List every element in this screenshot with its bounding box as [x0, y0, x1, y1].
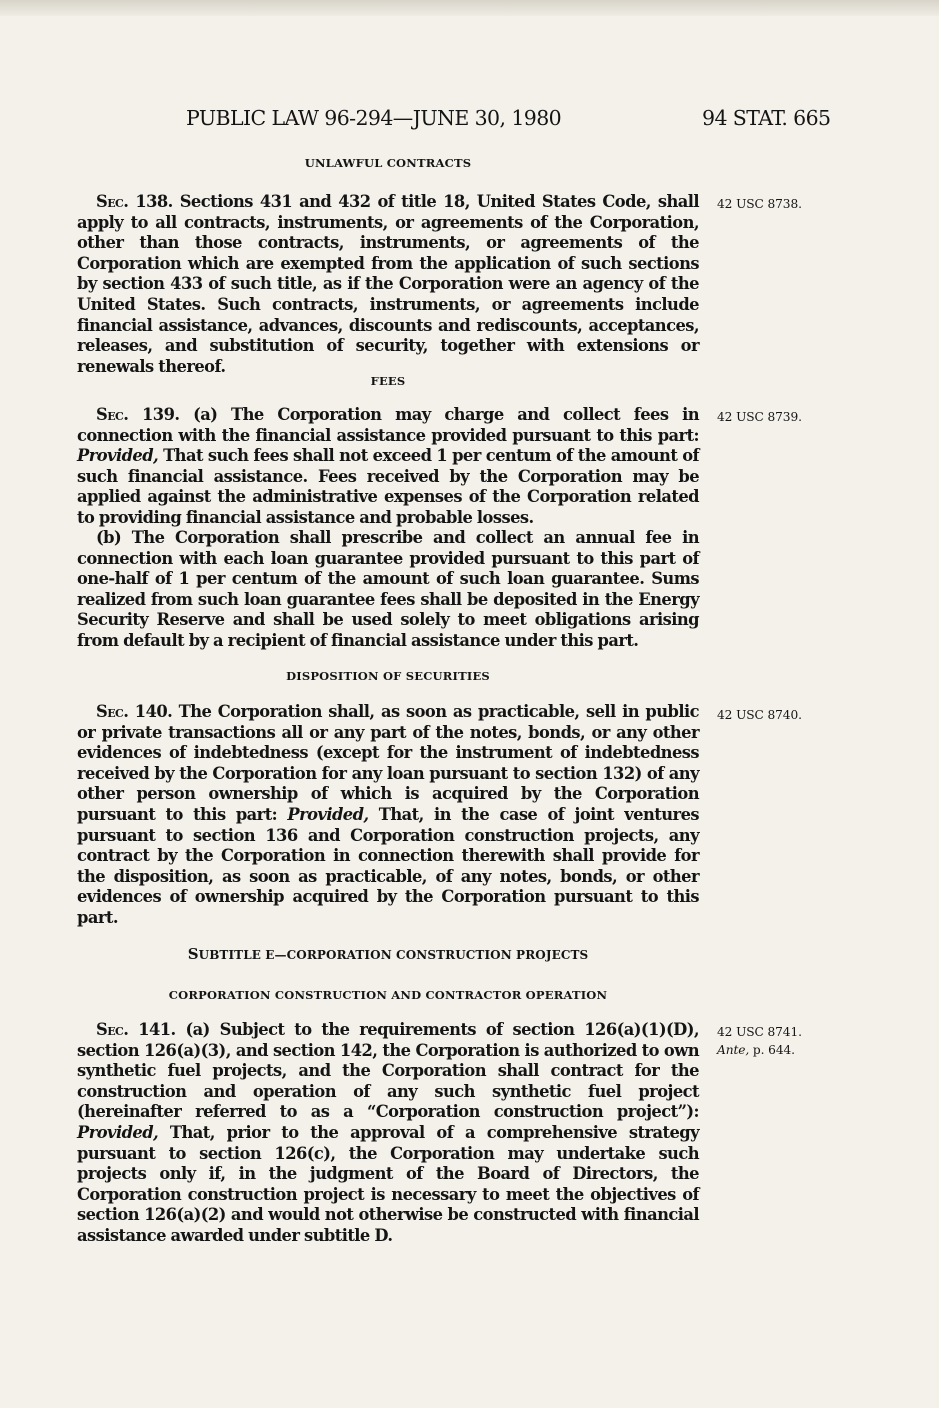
section-body: That such fees shall not exceed 1 per centum of the amount of such financial assistance. Fees received by the Corporation may be applied against the administrative expenses of the Corporation related to providing financial assistance and probable losses. — [77, 446, 699, 527]
section-heading: UNLAWFUL CONTRACTS — [304, 156, 472, 170]
provided-italic: Provided, — [77, 446, 159, 466]
subtitle-heading — [77, 945, 699, 963]
section-body: 138. Sections 431 and 432 of title 18, United States Code, shall apply to all contracts, instruments, or agreements of the Corporation, other than those contracts, instruments, or agreements of the Corporation which are exempted from the application of such sections by section 433 of such title, as if the Corporation were an agency of the United States. Such contracts, instruments, or agreements include financial assistance, advances, discounts and rediscounts, acceptances, releases, and substitution of security, together with extensions or renewals thereof. — [77, 192, 699, 376]
ante-italic: Ante, — [717, 1043, 750, 1057]
sec-label: Sec. — [96, 192, 129, 211]
margin-citation: 42 USC 8740. — [717, 708, 802, 722]
section-body: 139. (a) The Corporation may charge and collect fees in connection with the financial assistance provided pursuant to this part: — [77, 405, 699, 445]
sec-label: Sec. — [96, 1020, 129, 1039]
section-140-text — [77, 702, 699, 929]
subtitle-part: ROJECTS — [525, 948, 589, 962]
subtitle-part: S — [187, 945, 199, 963]
margin-citation: 42 USC 8739. — [717, 410, 802, 424]
section-body: That, in the case of joint ventures pursuant to section 136 and Corporation construction projects, any contract by the Corporation in connection therewith shall provide for the disposition, as soon as practicable, of any notes, bonds, or other evidences of ownership acquired by the Corporation pursuant to this part. — [77, 804, 699, 927]
section-heading: FEES — [370, 374, 406, 388]
margin-citation-ante — [717, 1042, 795, 1058]
margin-citation: 42 USC 8738. — [717, 197, 802, 211]
margin-citation: 42 USC 8741. — [717, 1025, 802, 1039]
sec-label: Sec. — [96, 702, 129, 721]
section-heading: CORPORATION CONSTRUCTION AND CONTRACTOR OPERATION — [168, 988, 608, 1002]
subtitle-part: UBTITLE E—C — [198, 948, 297, 962]
subtitle-part: ONSTRUCTION P — [405, 948, 526, 962]
section-138-text — [77, 192, 699, 377]
provided-italic: Provided, — [77, 1122, 159, 1142]
section-body: That, prior to the approval of a comprehensive strategy pursuant to section 126(c), the Corporation may undertake such projects only if, in the judgment of the Board of Directors, the Corporation construction project is necessary to meet the objectives of section 126(a)(2) and would not otherwise be constructed with financial assistance awarded under subtitle D. — [77, 1122, 699, 1245]
section-139b-text: (b) The Corporation shall prescribe and collect an annual fee in connection with each loan guarantee provided pursuant to this part of one-half of 1 per centum of the amount of such loan guarantee. Sums realized from such loan guarantee fees shall be deposited in the Energy Security Reserve and shall be used solely to meet obligations arising from default by a recipient of financial assistance under this part. — [77, 528, 699, 650]
scan-edge — [0, 0, 939, 16]
section-heading: DISPOSITION OF SECURITIES — [286, 669, 490, 683]
ante-page: p. 644. — [749, 1043, 795, 1057]
section-body: 141. (a) Subject to the requirements of section 126(a)(1)(D), section 126(a)(3), and section 142, the Corporation is authorized to own synthetic fuel projects, and the Corporation shall contract for the construction and operation of any such synthetic fuel project (hereinafter referred to as a “Corporation construction project”): — [77, 1020, 699, 1122]
provided-italic: Provided, — [287, 804, 369, 824]
sec-label: Sec. — [96, 405, 129, 424]
page-header-title: PUBLIC LAW 96-294—JUNE 30, 1980 — [186, 106, 562, 130]
section-141-text — [77, 1020, 699, 1247]
section-139a-text — [77, 405, 699, 529]
subtitle-part: ORPORATION C — [296, 948, 406, 962]
section-body: 140. The Corporation shall, as soon as practicable, sell in public or private transactions all or any part of the notes, bonds, or any other evidences of indebtedness (except for the instrument of indebtedness received by the Corporation for any loan pursuant to section 132) of any other person ownership of which is acquired by the Corporation pursuant to this part: — [77, 702, 699, 824]
page-header-stat: 94 STAT. 665 — [702, 106, 831, 130]
